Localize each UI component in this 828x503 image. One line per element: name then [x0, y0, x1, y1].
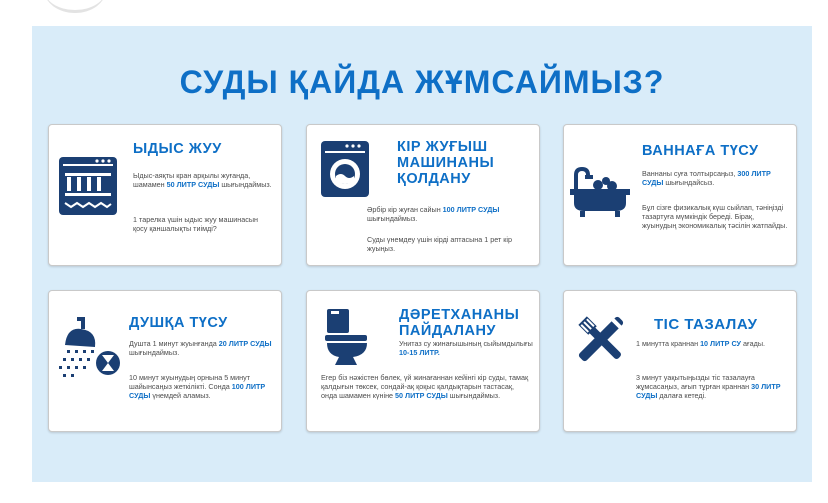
card-text-secondary: Суды үнемдеу үшін кірді аптасына 1 рет кір жуыңыз. [367, 235, 512, 253]
card-text-primary: Душта 1 минут жуынғанда 20 ЛИТР СУДЫ шығындаймыз. [129, 339, 272, 357]
card-text-secondary: 3 минут уақытыңызды тіс тазалауға жұмсасаңыз, ағып тұрған краннан 30 ЛИТР СУДЫ далаға кетеді. [636, 373, 781, 400]
card-heading: ЫДЫС ЖУУ [133, 141, 222, 157]
bathtub-icon [568, 165, 632, 221]
page-title: СУДЫ ҚАЙДА ЖҰМСАЙМЫЗ? [179, 64, 665, 100]
card-text-secondary: 1 тарелка үшін ыдыс жуу машинасын қосу қаншалықты тиімді? [133, 215, 258, 233]
card-toothbrushing [563, 290, 797, 432]
card-text-primary: 1 минутта краннан 10 ЛИТР СУ ағады. [636, 339, 765, 348]
card-text-secondary: Егер біз нәжістен бөлек, үй жинағаннан кейінгі кір суды, тамақ қалдығын төксек, сондай-ақ қоқыс қалдықтарын тастасақ, онда шамамен күніне 50 ЛИТР СУДЫ шығындаймыз. [321, 373, 529, 400]
card-heading: КІР ЖУҒЫШ МАШИНАНЫ ҚОЛДАНУ [397, 139, 495, 187]
top-arc-decoration [44, 0, 106, 13]
shower-icon [57, 317, 123, 379]
card-text-secondary: 10 минут жуынудың орнына 5 минут шайынсаңыз жеткілікті. Сонда 100 ЛИТР СУДЫ үнемдей аламыз. [129, 373, 266, 400]
card-text-primary: Унитаз су жинағышының сыйымдылығы 10-15 ЛИТР. [399, 339, 533, 357]
card-toilet [306, 290, 540, 432]
card-text-primary: Ыдыс-аяқты кран арқылы жуғанда, шамамен 50 ЛИТР СУДЫ шығындаймыз. [133, 171, 272, 189]
card-heading: ДУШҚА ТҮСУ [129, 315, 228, 331]
toothbrush-icon [574, 311, 628, 367]
infographic-poster [32, 26, 812, 482]
card-heading: ДӘРЕТХАНАНЫ ПАЙДАЛАНУ [399, 307, 520, 339]
dishwasher-icon [57, 155, 119, 217]
card-text-secondary: Бұл сізге физикалық күш сыйлап, тәніңізді тазартуға мүмкіндік береді. Бірақ, жуынудың экономикалық тәсілін жатпайды. [642, 203, 788, 230]
card-heading: ТІС ТАЗАЛАУ [654, 316, 758, 333]
washing-machine-icon [319, 139, 371, 199]
card-heading: ВАННАҒА ТҮСУ [642, 143, 759, 159]
card-bathtub [563, 124, 797, 266]
card-shower [48, 290, 282, 432]
card-washing-machine [306, 124, 540, 266]
card-text-primary: Әрбір кір жуған сайын 100 ЛИТР СУДЫ шығындаймыз. [367, 205, 500, 223]
card-text-primary: Ваннаны суға толтырсаңыз, 300 ЛИТР СУДЫ шығындайсыз. [642, 169, 771, 187]
toilet-icon [323, 307, 371, 367]
card-dishwashing [48, 124, 282, 266]
